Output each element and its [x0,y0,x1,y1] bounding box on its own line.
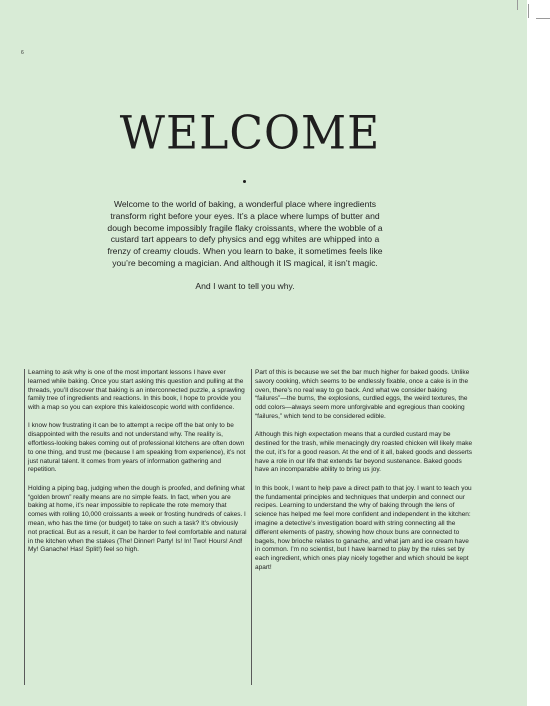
left-column [24,369,247,685]
right-paragraph-1: Part of this is because we set the bar much higher for baked goods. Unlike savory cooking, which seems to be endlessly fixable, once a cake is in the oven, there’s no real way to go back. And what we consider baking “failures”—the burns, the explosions, curdled eggs, the weird textures, the odd colors—always seem more unforgivable and egregious than cooking “failures,” which tend to be considered edible. [255,369,470,420]
right-column [251,369,474,685]
left-paragraph-2: I know how frustrating it can be to attempt a recipe off the bat only to be disappointed with the results and not understand why. The reality is, effortless-looking bakes coming out of professional kitchens are often down to one thing, and trust me (because I am speaking from experience), it’s not just natural talent. It comes from years of information gathering and repetition. [28,422,246,474]
page-number: 6 [21,50,24,56]
crop-mark-horizontal [536,18,550,19]
left-paragraph-3: Holding a piping bag, judging when the dough is proofed, and defining what “golden brown” really means are no simple feats. In fact, when you are baking at home, it’s near impossible to replicate the rote memory that comes with rolling 10,000 croissants a week or frosting hundreds of cakes. I mean, who has the time (or budget) to take on such a task? It’s obviously not practical. But as a result, it can be harder to feel comfortable and natural in the kitchen when the stakes (The! Dinner! Party! Is! In! Two! Hours! And! My! Ganache! Has! Split!) feel so high. [28,484,247,554]
intro-closing-line: And I want to tell you why. [195,281,295,291]
page-title: WELCOME [119,106,381,161]
intro-paragraph: Welcome to the world of baking, a wonderful place where ingredients transform right before your eyes. It’s a place where lumps of butter and dough become impossibly fragile flaky croissants, where the wobble of a custard tart appears to defy physics and egg whites are whipped into a frenzy of creamy clouds. When you learn to bake, it sometimes feels like you’re becoming a magician. And although it IS magical, it isn’t magic. [107,199,383,268]
right-paragraph-3: In this book, I want to help pave a direct path to that joy. I want to teach you the fundamental principles and techniques that underpin and connect our recipes. Learning to understand the why of baking through the lens of science has helped me feel more confident and independent in the kitchen: imagine a detective’s investigation board with string connecting all the different elements of pastry, showing how choux buns are connected to bagels, how brioche relates to ganache, and what jam and ice cream have in common. I’m no scientist, but I have learned to play by the rules set by each ingredient, which ones play nicely together and which should be kept apart! [255,484,472,571]
title-ornament-dot [243,180,246,183]
crop-mark-vertical [517,0,518,10]
crop-mark-vertical-short [528,4,529,18]
left-paragraph-1: Learning to ask why is one of the most important lessons I have ever learned while baking. Once you start asking this question and pulling at the threads, you’ll discover that baking is an interconnected puzzle, a sprawling family tree of ingredients and reactions. In this book, I hope to provide you with a map so you can explore this kaleidoscopic world with confidence. [28,369,245,412]
right-paragraph-2: Although this high expectation means that a curdled custard may be destined for the trash, while menacingly dry roasted chicken will likely make the cut, it’s for a good reason. At the end of it all, baked goods and desserts have a role in our life that extends far beyond sustenance. Baked goods have an incomparable ability to bring us joy. [255,431,473,474]
